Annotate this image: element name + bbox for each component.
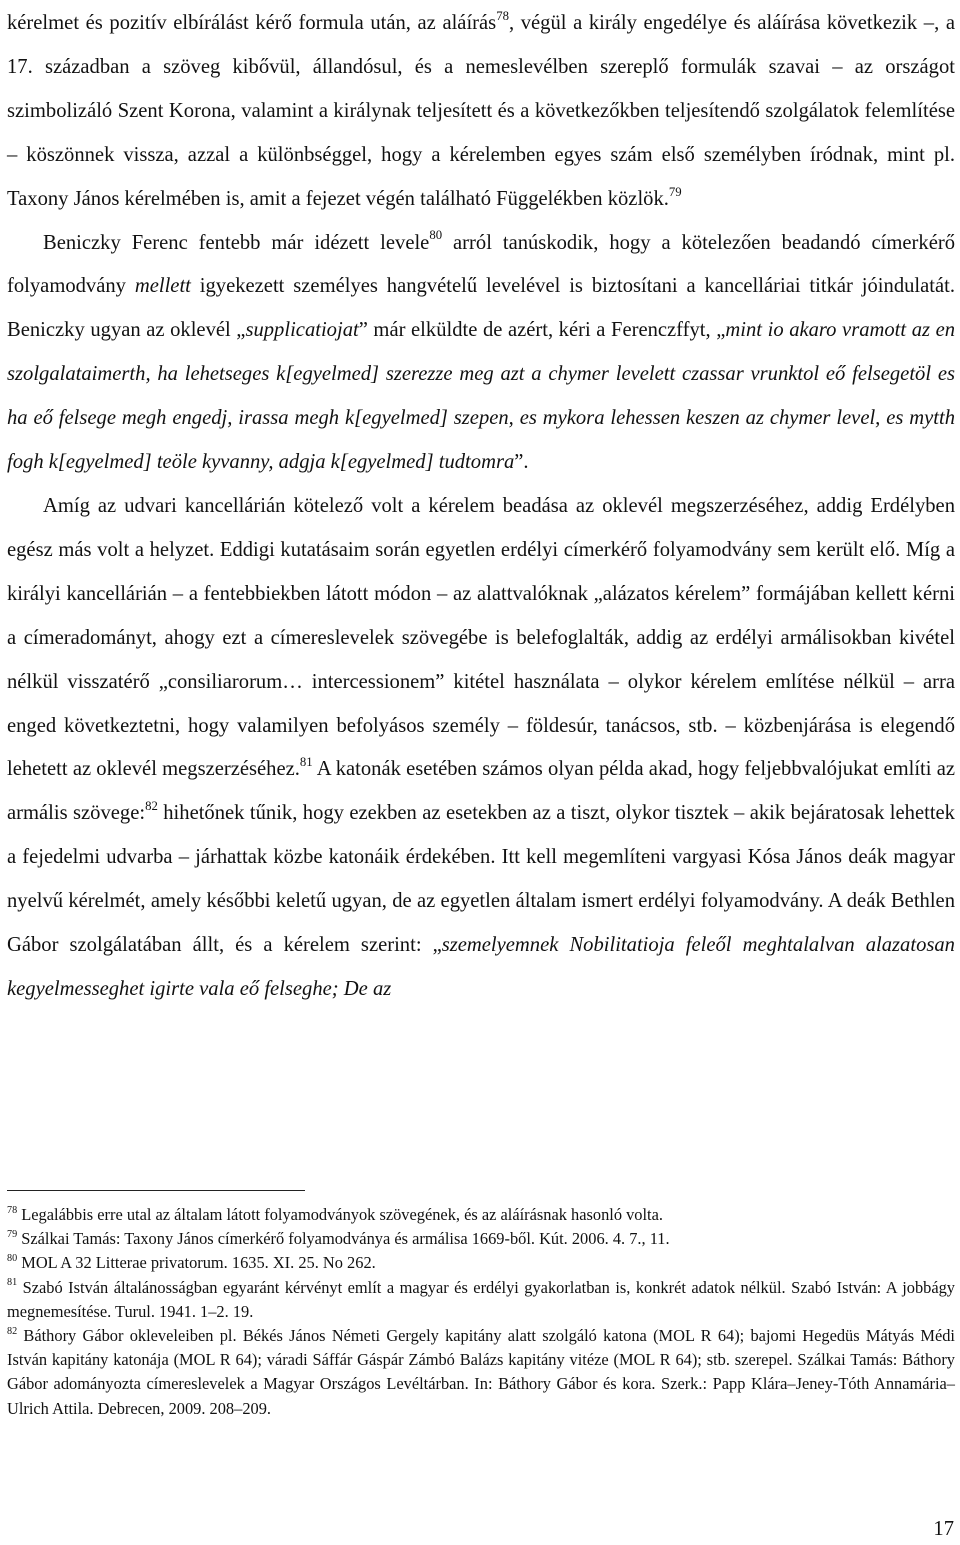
text-run: ”. [514, 451, 529, 474]
footnote-text: Szálkai Tamás: Taxony János címerkérő folyamodványa és armálisa 1669-ből. Kút. 2006. 4. 7., 11. [21, 1229, 670, 1249]
footnote-text: Legalábbis erre utal az általam látott folyamodványok szövegének, és az aláírásnak hasonló volta. [21, 1205, 663, 1224]
italic-quote: mint io akaro vramott az en szolgalataimerth, ha lehetseges k[egyelmed] szerezze meg azt a chymer levelett czassar vrunktol eő felsegetöl es ha eő felsege megh engedj, irassa megh k[egyelmed] szepen, es mykora lehessen keszen az chymer level, es mytth fogh k[egyelmed] teöle kyvanny, adgja k[egyelmed] tudtomra [7, 319, 956, 474]
text-run: hihetőnek tűnik, hogy ezekben az esetekben az a tiszt, olykor tisztek – akik bejáratosak lehettek a fejedelmi udvarba – járhattak közbe katonáik érdekében. Itt kell megemlíteni vargyasi Kósa János deák magyar nyelvű kérelmét, amely későbbi keletű ugyan, de az egyetlen általam ismert erdélyi folyamodvány. A deák Bethlen Gábor szolgálatában állt, és a kérelem szerint: „ [7, 802, 955, 957]
text-run: Amíg az udvari kancellárián kötelező volt a kérelem beadása az oklevél megszerzéséhez, addig Erdélyben egész más volt a helyzet. Eddigi kutatásaim során egyetlen erdélyi címerkérő folyamodvány sem került elő. Míg a királyi kancellárián – a fentebbiekben látott módon – az alattvalóknak „alázatos kérelem” formájában kellett kérni a címeradományt, ahogy ezt a címereslevelek szövegébe is belefoglalták, addig az erdélyi armálisokban kivétel nélkül visszatérő „consiliarorum… intercessionem” kitétel használata – olykor kérelem említése nélkül – arra enged következtetni, hogy valamilyen befolyásos személy – földesúr, tanácsos, stb. – közbenjárása is elegendő lehetett az oklevél megszerzéséhez. [7, 494, 955, 781]
text-run: Beniczky Ferenc fentebb már idézett levele [43, 231, 430, 254]
text-run: , végül a király engedélye és aláírása következik –, a 17. században a szöveg kibővül, állandósul, és a nemeslevélben szereplő formulák szavai – az országot szimbolizáló Szent Korona, valamint a királynak teljesített és a következőkben teljesítendő szolgálatok felemlítése – köszönnek vissza, azzal a különbséggel, hogy a kérelemben egyes szám első személyben íródnak, mint pl. Taxony János kérelmében is, amit a fejezet végén található Függelékben közlök. [7, 12, 955, 210]
footnote-number: 79 [7, 1228, 18, 1240]
footnote-number: 82 [7, 1325, 18, 1337]
paragraph-3 [7, 485, 955, 1012]
footnote-78 [7, 1203, 955, 1227]
page-number: 17 [933, 1518, 954, 1540]
text-run: ” már elküldte de azért, kéri a Ferenczffyt, „ [358, 319, 726, 342]
footnote-text: Báthory Gábor okleveleiben pl. Békés János Németi Gergely kapitány alatt szolgáló katona (MOL R 64); bajomi Hegedüs Mátyás Médi István kapitány katonája (MOL R 64); váradi Sáffár Gáspár Zámbó Balázs kapitány vitéze (MOL R 64); stb. szerepel. Szálkai Tamás: Báthory Gábor adományozta címereslevelek a Magyar Országos Levéltárban. In: Báthory Gábor és kora. Szerk.: Papp Klára–Jeney-Tóth Annamária–Ulrich Attila. Debrecen, 2009. 208–209. [7, 1326, 955, 1418]
footnote-80 [7, 1251, 955, 1275]
paragraph-2 [7, 222, 955, 485]
paragraph-1 [7, 2, 955, 222]
text-run: arról tanúskodik, hogy a kötelezően beadandó címerkérő folyamodvány [7, 231, 955, 298]
footnote-separator [7, 1190, 305, 1191]
footnote-number: 80 [7, 1252, 18, 1264]
footnote-ref-80[interactable]: 80 [429, 228, 443, 243]
footnote-text: MOL A 32 Litterae privatorum. 1635. XI. 25. No 262. [21, 1253, 376, 1273]
footnote-79 [7, 1227, 955, 1251]
footnote-82 [7, 1324, 955, 1421]
footnote-ref-82[interactable]: 82 [145, 799, 158, 814]
text-run: kérelmet és pozitív elbírálást kérő formula után, az aláírás [7, 12, 497, 34]
text-run: A katonák esetében számos olyan példa akad, hogy feljebbvalójukat említi az armális szövege: [7, 758, 955, 825]
body-text [7, 2, 955, 1012]
footnote-81 [7, 1276, 955, 1324]
footnote-text: Szabó István általánosságban egyaránt kérvényt említ a magyar és erdélyi gyakorlatban is, konkrét adatok nélkül. Szabó István: A jobbágy megnemesítése. Turul. 1941. 1–2. 19. [7, 1277, 955, 1321]
italic-word: mellett [134, 275, 191, 298]
text-run: igyekezett személyes hangvételű levelével is biztosítani a kancelláriai titkár jóindulatát. Beniczky ugyan az oklevél „ [7, 275, 956, 342]
italic-word: supplicatiojat [245, 319, 359, 342]
footnote-ref-78[interactable]: 78 [496, 8, 509, 23]
footnotes [7, 1203, 955, 1421]
footnote-ref-81[interactable]: 81 [299, 755, 313, 770]
italic-quote: szemelyemnek Nobilitatioja feleől meghtalalvan alazatosan kegyelmesseghet igirte vala eő felseghe; De az [7, 934, 955, 1000]
footnote-ref-79[interactable]: 79 [668, 184, 682, 199]
footnote-number: 78 [7, 1204, 18, 1216]
footnote-number: 81 [7, 1277, 18, 1289]
